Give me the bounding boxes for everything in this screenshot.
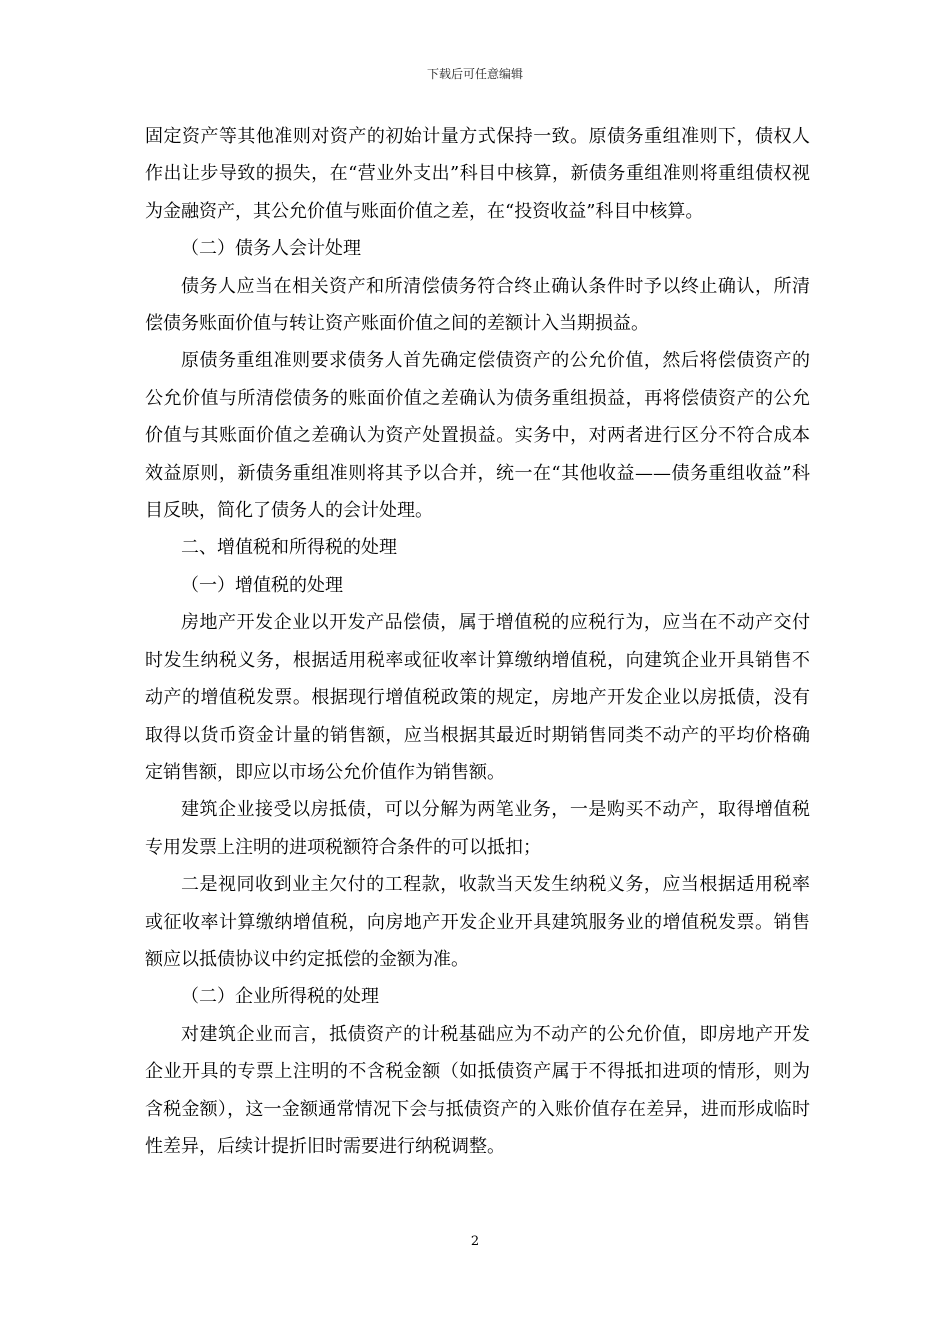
paragraph: 二是视同收到业主欠付的工程款，收款当天发生纳税义务，应当根据适用税率或征收率计算缴纳增值税，向房地产开发企业开具建筑服务业的增值税发票。销售额应以抵债协议中约定抵偿的金额为准。 (145, 874, 810, 970)
subsection-heading: （二）企业所得税的处理 (181, 986, 379, 1008)
paragraph: 债务人应当在相关资产和所清偿债务符合终止确认条件时予以终止确认，所清偿债务账面价值与转让资产账面价值之间的差额计入当期损益。 (145, 275, 810, 335)
subsection-heading: （一）增值税的处理 (181, 574, 343, 596)
page-header-note: 下载后可任意编辑 (426, 67, 523, 81)
section-heading: 二、增值税和所得税的处理 (181, 537, 397, 559)
paragraph: 建筑企业接受以房抵债，可以分解为两笔业务，一是购买不动产，取得增值税专用发票上注明的进项税额符合条件的可以抵扣； (145, 799, 810, 858)
paragraph: 房地产开发企业以开发产品偿债，属于增值税的应税行为，应当在不动产交付时发生纳税义务，根据适用税率或征收率计算缴纳增值税，向建筑企业开具销售不动产的增值税发票。根据现行增值税政策的规定，房地产开发企业以房抵债，没有取得以货币资金计量的销售额，应当根据其最近时期销售同类不动产的平均价格确定销售额，即应以市场公允价值作为销售额。 (145, 612, 810, 783)
paragraph: 原债务重组准则要求债务人首先确定偿债资产的公允价值，然后将偿债资产的公允价值与所清偿债务的账面价值之差确认为债务重组损益，再将偿债资产的公允价值与其账面价值之差确认为资产处置损益。实务中，对两者进行区分不符合成本效益原则，新债务重组准则将其予以合并，统一在“其他收益——债务重组收益”科目反映，简化了债务人的会计处理。 (145, 350, 810, 522)
paragraph: （二）债务人会计处理 (181, 238, 361, 260)
paragraph: 固定资产等其他准则对资产的初始计量方式保持一致。原债务重组准则下，债权人作出让步导致的损失，在“营业外支出”科目中核算，新债务重组准则将重组债权视为金融资产，其公允价值与账面价值之差，在“投资收益”科目中核算。 (145, 126, 810, 222)
paragraph: 对建筑企业而言，抵债资产的计税基础应为不动产的公允价值，即房地产开发企业开具的专票上注明的不含税金额（如抵债资产属于不得抵扣进项的情形，则为含税金额），这一金额通常情况下会与抵债资产的入账价值存在差异，进而形成临时性差异，后续计提折旧时需要进行纳税调整。 (145, 1023, 810, 1157)
document-body (145, 118, 810, 1165)
page-number: 2 (470, 1234, 480, 1249)
